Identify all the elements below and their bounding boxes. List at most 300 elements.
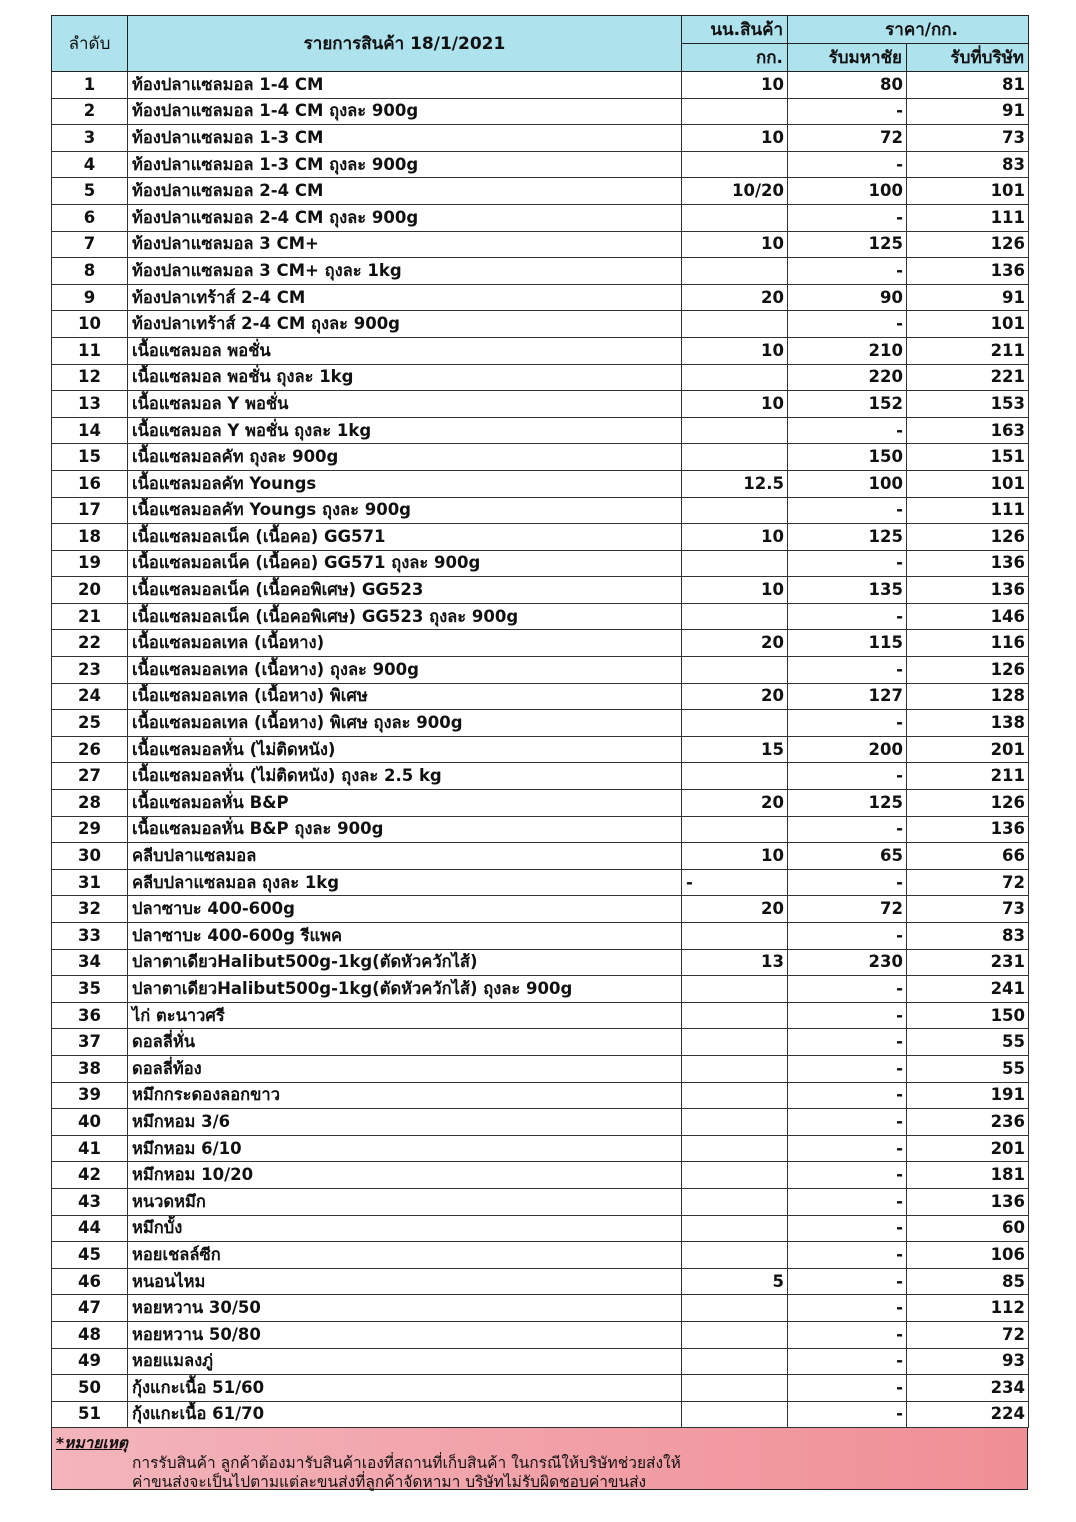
price-mahachai: -: [788, 763, 907, 790]
price-company: 234: [907, 1375, 1029, 1402]
product-name: เนื้อแซลมอลคัท ถุงละ 900g: [128, 444, 682, 471]
product-name: ท้องปลาแซลมอล 2-4 CM: [128, 178, 682, 205]
product-name: หอยหวาน 30/50: [128, 1295, 682, 1322]
product-name: เนื้อแซลมอลหั่น B&P ถุงละ 900g: [128, 816, 682, 843]
price-company: 126: [907, 231, 1029, 258]
product-name: ท้องปลาเทร้าส์ 2-4 CM ถุงละ 900g: [128, 311, 682, 338]
price-company: 211: [907, 337, 1029, 364]
weight-value: [682, 151, 788, 178]
table-row: [52, 231, 1029, 258]
price-mahachai: -: [788, 151, 907, 178]
product-name: ท้องปลาแซลมอล 1-3 CM ถุงละ 900g: [128, 151, 682, 178]
weight-value: [682, 1348, 788, 1375]
weight-value: [682, 763, 788, 790]
price-mahachai: -: [788, 258, 907, 285]
header-price: ราคา/กก.: [788, 16, 1029, 44]
row-number: 31: [52, 869, 128, 896]
price-company: 55: [907, 1055, 1029, 1082]
weight-value: 10: [682, 231, 788, 258]
weight-value: [682, 417, 788, 444]
price-mahachai: 115: [788, 630, 907, 657]
price-mahachai: -: [788, 1375, 907, 1402]
product-name: เนื้อแซลมอลหั่น B&P: [128, 790, 682, 817]
header-product: รายการสินค้า 18/1/2021: [128, 16, 682, 72]
table-row: [52, 1135, 1029, 1162]
price-company: 128: [907, 683, 1029, 710]
price-company: 116: [907, 630, 1029, 657]
header-no: ลำดับ: [52, 16, 128, 72]
price-company: 101: [907, 178, 1029, 205]
product-name: ท้องปลาแซลมอล 3 CM+ ถุงละ 1kg: [128, 258, 682, 285]
price-company: 91: [907, 284, 1029, 311]
product-name: เนื้อแซลมอลเน็ค (เนื้อคอพิเศษ) GG523: [128, 577, 682, 604]
price-company: 136: [907, 1188, 1029, 1215]
product-name: หนอนไหม: [128, 1268, 682, 1295]
row-number: 20: [52, 577, 128, 604]
price-mahachai: 100: [788, 470, 907, 497]
row-number: 22: [52, 630, 128, 657]
table-body: [52, 72, 1029, 1428]
row-number: 40: [52, 1109, 128, 1136]
price-mahachai: -: [788, 1109, 907, 1136]
weight-value: [682, 710, 788, 737]
price-company: 211: [907, 763, 1029, 790]
price-mahachai: -: [788, 1188, 907, 1215]
product-name: คลีบปลาแซลมอล: [128, 843, 682, 870]
row-number: 41: [52, 1135, 128, 1162]
row-number: 28: [52, 790, 128, 817]
row-number: 17: [52, 497, 128, 524]
weight-value: [682, 98, 788, 125]
price-mahachai: -: [788, 1055, 907, 1082]
product-name: เนื้อแซลมอลเทล (เนื้อหาง) พิเศษ ถุงละ 900g: [128, 710, 682, 737]
product-name: ปลาตาเดียวHalibut500g-1kg(ตัดหัวควักไส้): [128, 949, 682, 976]
price-mahachai: 125: [788, 790, 907, 817]
row-number: 13: [52, 391, 128, 418]
table-row: [52, 417, 1029, 444]
price-company: 66: [907, 843, 1029, 870]
price-company: 72: [907, 1321, 1029, 1348]
price-company: 101: [907, 470, 1029, 497]
weight-value: [682, 1188, 788, 1215]
table-row: [52, 204, 1029, 231]
weight-value: [682, 550, 788, 577]
table-row: [52, 923, 1029, 950]
price-company: 93: [907, 1348, 1029, 1375]
price-mahachai: -: [788, 923, 907, 950]
table-row: [52, 1348, 1029, 1375]
row-number: 23: [52, 657, 128, 684]
price-mahachai: -: [788, 816, 907, 843]
table-row: [52, 550, 1029, 577]
weight-value: 10: [682, 524, 788, 551]
row-number: 51: [52, 1401, 128, 1428]
table-row: [52, 1375, 1029, 1402]
price-mahachai: -: [788, 657, 907, 684]
weight-value: [682, 1162, 788, 1189]
weight-value: [682, 444, 788, 471]
weight-value: 20: [682, 683, 788, 710]
header-price-mahachai: รับมหาชัย: [788, 44, 907, 72]
weight-value: [682, 311, 788, 338]
row-number: 32: [52, 896, 128, 923]
price-table: [51, 15, 1029, 1428]
table-row: [52, 1242, 1029, 1269]
table-row: [52, 125, 1029, 152]
price-mahachai: -: [788, 1002, 907, 1029]
price-mahachai: -: [788, 204, 907, 231]
product-name: เนื้อแซลมอล พอชั่น ถุงละ 1kg: [128, 364, 682, 391]
price-mahachai: -: [788, 497, 907, 524]
table-row: [52, 763, 1029, 790]
weight-value: [682, 1295, 788, 1322]
product-name: ท้องปลาแซลมอล 3 CM+: [128, 231, 682, 258]
table-row: [52, 1082, 1029, 1109]
price-company: 146: [907, 603, 1029, 630]
table-row: [52, 603, 1029, 630]
weight-value: [682, 497, 788, 524]
weight-value: 20: [682, 284, 788, 311]
table-row: [52, 258, 1029, 285]
table-row: [52, 470, 1029, 497]
price-mahachai: -: [788, 1321, 907, 1348]
row-number: 34: [52, 949, 128, 976]
product-name: หมึกบั้ง: [128, 1215, 682, 1242]
price-mahachai: 90: [788, 284, 907, 311]
row-number: 26: [52, 736, 128, 763]
price-mahachai: -: [788, 1268, 907, 1295]
row-number: 25: [52, 710, 128, 737]
table-row: [52, 1321, 1029, 1348]
price-company: 236: [907, 1109, 1029, 1136]
price-mahachai: 150: [788, 444, 907, 471]
table-row: [52, 949, 1029, 976]
row-number: 46: [52, 1268, 128, 1295]
price-mahachai: 127: [788, 683, 907, 710]
row-number: 16: [52, 470, 128, 497]
product-name: เนื้อแซลมอล Y พอชั่น ถุงละ 1kg: [128, 417, 682, 444]
price-company: 181: [907, 1162, 1029, 1189]
product-name: ปลาซาบะ 400-600g รีแพค: [128, 923, 682, 950]
product-name: ท้องปลาแซลมอล 1-4 CM ถุงละ 900g: [128, 98, 682, 125]
table-row: [52, 391, 1029, 418]
weight-value: -: [682, 869, 788, 896]
price-mahachai: -: [788, 1029, 907, 1056]
price-company: 73: [907, 896, 1029, 923]
price-company: 153: [907, 391, 1029, 418]
price-mahachai: -: [788, 1162, 907, 1189]
row-number: 6: [52, 204, 128, 231]
table-row: [52, 151, 1029, 178]
price-sheet: [51, 15, 1028, 1490]
price-company: 112: [907, 1295, 1029, 1322]
table-row: [52, 577, 1029, 604]
product-name: หอยหวาน 50/80: [128, 1321, 682, 1348]
table-row: [52, 657, 1029, 684]
table-row: [52, 710, 1029, 737]
table-row: [52, 1162, 1029, 1189]
weight-value: [682, 816, 788, 843]
price-company: 201: [907, 736, 1029, 763]
product-name: เนื้อแซลมอลคัท Youngs ถุงละ 900g: [128, 497, 682, 524]
table-header: [52, 16, 1029, 72]
price-mahachai: -: [788, 869, 907, 896]
remark-box: [51, 1428, 1028, 1490]
price-company: 106: [907, 1242, 1029, 1269]
price-mahachai: 220: [788, 364, 907, 391]
product-name: หอยแมลงภู่: [128, 1348, 682, 1375]
product-name: เนื้อแซลมอลหั่น (ไม่ติดหนัง) ถุงละ 2.5 kg: [128, 763, 682, 790]
row-number: 4: [52, 151, 128, 178]
price-company: 91: [907, 98, 1029, 125]
weight-value: [682, 1242, 788, 1269]
row-number: 11: [52, 337, 128, 364]
row-number: 24: [52, 683, 128, 710]
price-mahachai: -: [788, 311, 907, 338]
price-company: 136: [907, 816, 1029, 843]
price-company: 81: [907, 72, 1029, 99]
price-company: 224: [907, 1401, 1029, 1428]
price-mahachai: -: [788, 550, 907, 577]
price-mahachai: -: [788, 1082, 907, 1109]
price-company: 55: [907, 1029, 1029, 1056]
row-number: 38: [52, 1055, 128, 1082]
product-name: เนื้อแซลมอลคัท Youngs: [128, 470, 682, 497]
weight-value: [682, 1321, 788, 1348]
row-number: 10: [52, 311, 128, 338]
product-name: กุ้งแกะเนื้อ 61/70: [128, 1401, 682, 1428]
price-mahachai: -: [788, 710, 907, 737]
price-mahachai: 125: [788, 231, 907, 258]
price-company: 136: [907, 577, 1029, 604]
table-row: [52, 630, 1029, 657]
price-company: 101: [907, 311, 1029, 338]
table-row: [52, 816, 1029, 843]
weight-value: [682, 923, 788, 950]
price-mahachai: 72: [788, 896, 907, 923]
price-company: 151: [907, 444, 1029, 471]
price-mahachai: -: [788, 1295, 907, 1322]
table-row: [52, 72, 1029, 99]
row-number: 27: [52, 763, 128, 790]
price-company: 231: [907, 949, 1029, 976]
product-name: เนื้อแซลมอลเทล (เนื้อหาง) พิเศษ: [128, 683, 682, 710]
row-number: 42: [52, 1162, 128, 1189]
price-company: 60: [907, 1215, 1029, 1242]
weight-value: 20: [682, 630, 788, 657]
table-row: [52, 1215, 1029, 1242]
table-row: [52, 284, 1029, 311]
weight-value: [682, 1002, 788, 1029]
product-name: เนื้อแซลมอลเทล (เนื้อหาง) ถุงละ 900g: [128, 657, 682, 684]
table-row: [52, 1295, 1029, 1322]
row-number: 29: [52, 816, 128, 843]
table-row: [52, 178, 1029, 205]
price-company: 191: [907, 1082, 1029, 1109]
price-mahachai: -: [788, 1348, 907, 1375]
price-company: 72: [907, 869, 1029, 896]
row-number: 18: [52, 524, 128, 551]
product-name: ไก่ ตะนาวศรี: [128, 1002, 682, 1029]
price-company: 241: [907, 976, 1029, 1003]
price-mahachai: -: [788, 1401, 907, 1428]
product-name: ดอลลี่หั่น: [128, 1029, 682, 1056]
weight-value: 10/20: [682, 178, 788, 205]
price-company: 201: [907, 1135, 1029, 1162]
product-name: หมึกหอม 3/6: [128, 1109, 682, 1136]
product-name: เนื้อแซลมอล พอชั่น: [128, 337, 682, 364]
weight-value: [682, 1109, 788, 1136]
product-name: เนื้อแซลมอลเน็ค (เนื้อคอ) GG571 ถุงละ 900g: [128, 550, 682, 577]
weight-value: [682, 657, 788, 684]
row-number: 45: [52, 1242, 128, 1269]
weight-value: [682, 1055, 788, 1082]
remark-title: *หมายเหตุ: [56, 1434, 128, 1453]
price-mahachai: 65: [788, 843, 907, 870]
price-mahachai: 125: [788, 524, 907, 551]
product-name: กุ้งแกะเนื้อ 51/60: [128, 1375, 682, 1402]
weight-value: [682, 258, 788, 285]
weight-value: 10: [682, 125, 788, 152]
product-name: ดอลลี่ท้อง: [128, 1055, 682, 1082]
row-number: 37: [52, 1029, 128, 1056]
price-company: 73: [907, 125, 1029, 152]
product-name: หมึกหอม 6/10: [128, 1135, 682, 1162]
price-company: 83: [907, 151, 1029, 178]
table-row: [52, 976, 1029, 1003]
table-row: [52, 98, 1029, 125]
weight-value: [682, 1082, 788, 1109]
weight-value: 10: [682, 843, 788, 870]
row-number: 35: [52, 976, 128, 1003]
weight-value: [682, 1029, 788, 1056]
header-weight: นน.สินค้า: [682, 16, 788, 44]
product-name: ท้องปลาแซลมอล 1-4 CM: [128, 72, 682, 99]
weight-value: [682, 364, 788, 391]
product-name: ปลาซาบะ 400-600g: [128, 896, 682, 923]
price-mahachai: -: [788, 603, 907, 630]
price-mahachai: 200: [788, 736, 907, 763]
row-number: 12: [52, 364, 128, 391]
table-row: [52, 1268, 1029, 1295]
row-number: 14: [52, 417, 128, 444]
header-price-company: รับที่บริษัท: [907, 44, 1029, 72]
weight-value: 10: [682, 72, 788, 99]
price-mahachai: 72: [788, 125, 907, 152]
weight-value: [682, 976, 788, 1003]
price-company: 136: [907, 258, 1029, 285]
remark-line-2: ค่าขนส่งจะเป็นไปตามแต่ละขนส่งที่ลูกค้าจัดหามา บริษัทไม่รับผิดชอบค่าขนส่ง: [132, 1473, 647, 1492]
table-row: [52, 497, 1029, 524]
price-company: 163: [907, 417, 1029, 444]
weight-value: 10: [682, 337, 788, 364]
product-name: หมึกหอม 10/20: [128, 1162, 682, 1189]
row-number: 49: [52, 1348, 128, 1375]
price-mahachai: -: [788, 1242, 907, 1269]
price-company: 150: [907, 1002, 1029, 1029]
table-row: [52, 843, 1029, 870]
table-row: [52, 1029, 1029, 1056]
table-row: [52, 790, 1029, 817]
table-row: [52, 337, 1029, 364]
price-mahachai: -: [788, 1135, 907, 1162]
price-mahachai: 152: [788, 391, 907, 418]
price-company: 136: [907, 550, 1029, 577]
row-number: 33: [52, 923, 128, 950]
row-number: 1: [52, 72, 128, 99]
row-number: 50: [52, 1375, 128, 1402]
weight-value: 20: [682, 896, 788, 923]
product-name: ท้องปลาแซลมอล 2-4 CM ถุงละ 900g: [128, 204, 682, 231]
product-name: ท้องปลาเทร้าส์ 2-4 CM: [128, 284, 682, 311]
product-name: เนื้อแซลมอลเน็ค (เนื้อคอ) GG571: [128, 524, 682, 551]
price-mahachai: -: [788, 976, 907, 1003]
weight-value: [682, 603, 788, 630]
price-company: 221: [907, 364, 1029, 391]
table-row: [52, 1109, 1029, 1136]
price-company: 138: [907, 710, 1029, 737]
weight-value: 12.5: [682, 470, 788, 497]
weight-value: 10: [682, 577, 788, 604]
product-name: เนื้อแซลมอลหั่น (ไม่ติดหนัง): [128, 736, 682, 763]
row-number: 39: [52, 1082, 128, 1109]
table-row: [52, 1401, 1029, 1428]
weight-value: [682, 1401, 788, 1428]
weight-value: [682, 1215, 788, 1242]
row-number: 19: [52, 550, 128, 577]
row-number: 8: [52, 258, 128, 285]
product-name: หมึกกระดองลอกขาว: [128, 1082, 682, 1109]
table-row: [52, 869, 1029, 896]
weight-value: [682, 1375, 788, 1402]
row-number: 5: [52, 178, 128, 205]
row-number: 15: [52, 444, 128, 471]
table-row: [52, 311, 1029, 338]
row-number: 21: [52, 603, 128, 630]
remark-line-1: การรับสินค้า ลูกค้าต้องมารับสินค้าเองที่สถานที่เก็บสินค้า ในกรณีให้บริษัทช่วยส่งให้: [132, 1454, 681, 1473]
weight-value: 13: [682, 949, 788, 976]
row-number: 43: [52, 1188, 128, 1215]
weight-value: 15: [682, 736, 788, 763]
weight-value: [682, 204, 788, 231]
weight-value: [682, 1135, 788, 1162]
table-row: [52, 444, 1029, 471]
product-name: เนื้อแซลมอล Y พอชั่น: [128, 391, 682, 418]
row-number: 36: [52, 1002, 128, 1029]
price-mahachai: 230: [788, 949, 907, 976]
table-row: [52, 683, 1029, 710]
table-row: [52, 736, 1029, 763]
product-name: ปลาตาเดียวHalibut500g-1kg(ตัดหัวควักไส้) ถุงละ 900g: [128, 976, 682, 1003]
product-name: ท้องปลาแซลมอล 1-3 CM: [128, 125, 682, 152]
header-weight-unit: กก.: [682, 44, 788, 72]
price-mahachai: -: [788, 98, 907, 125]
price-mahachai: 135: [788, 577, 907, 604]
row-number: 30: [52, 843, 128, 870]
row-number: 9: [52, 284, 128, 311]
price-company: 83: [907, 923, 1029, 950]
product-name: คลีบปลาแซลมอล ถุงละ 1kg: [128, 869, 682, 896]
price-mahachai: 100: [788, 178, 907, 205]
row-number: 3: [52, 125, 128, 152]
weight-value: 5: [682, 1268, 788, 1295]
price-company: 111: [907, 497, 1029, 524]
weight-value: 10: [682, 391, 788, 418]
price-company: 126: [907, 524, 1029, 551]
table-row: [52, 1188, 1029, 1215]
product-name: เนื้อแซลมอลเน็ค (เนื้อคอพิเศษ) GG523 ถุงละ 900g: [128, 603, 682, 630]
table-row: [52, 364, 1029, 391]
